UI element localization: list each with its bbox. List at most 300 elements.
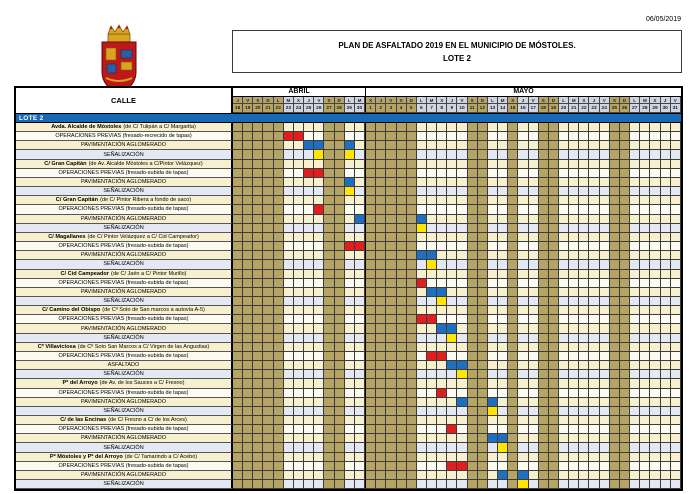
gantt-cell xyxy=(397,132,407,141)
activity-row xyxy=(16,443,681,452)
gantt-cell xyxy=(549,160,559,169)
gantt-cell xyxy=(579,288,589,297)
gantt-cell xyxy=(600,407,610,416)
gantt-cell xyxy=(417,178,427,187)
activity-row xyxy=(16,324,681,333)
gantt-cell xyxy=(447,480,457,489)
gantt-cell xyxy=(589,196,599,205)
weekday-cell: S xyxy=(324,97,334,105)
activity-label-cell: SEÑALIZACIÓN xyxy=(16,407,233,416)
gantt-cell xyxy=(284,288,294,297)
weekday-cell: V xyxy=(529,97,539,105)
gantt-cell xyxy=(324,315,334,324)
gantt-cell xyxy=(569,306,579,315)
gantt-cell xyxy=(243,443,253,452)
gantt-cell xyxy=(671,270,681,279)
gantt-cell xyxy=(518,270,528,279)
gantt-cell xyxy=(610,260,620,269)
gantt-cell xyxy=(376,334,386,343)
gantt-cell xyxy=(243,205,253,214)
gantt-cell xyxy=(620,462,630,471)
gantt-cell xyxy=(233,242,243,251)
gantt-row-cells xyxy=(233,324,681,333)
gantt-cell xyxy=(294,251,304,260)
gantt-bar-cell xyxy=(314,205,324,214)
day-number-cell: 20 xyxy=(559,104,569,113)
gantt-cell xyxy=(559,480,569,489)
gantt-cell xyxy=(407,471,417,480)
gantt-cell xyxy=(478,462,488,471)
gantt-cell xyxy=(345,260,355,269)
gantt-cell xyxy=(314,215,324,224)
gantt-cell xyxy=(518,306,528,315)
gantt-cell xyxy=(314,480,324,489)
gantt-cell xyxy=(559,379,569,388)
gantt-cell xyxy=(365,425,376,434)
gantt-cell xyxy=(447,306,457,315)
activity-row xyxy=(16,480,681,489)
activity-row xyxy=(16,215,681,224)
gantt-cell xyxy=(447,453,457,462)
gantt-cell xyxy=(294,270,304,279)
gantt-cell xyxy=(376,205,386,214)
gantt-cell xyxy=(324,361,334,370)
gantt-cell xyxy=(335,297,345,306)
gantt-cell xyxy=(355,251,365,260)
gantt-cell xyxy=(630,471,640,480)
gantt-cell xyxy=(539,306,549,315)
gantt-cell xyxy=(304,178,314,187)
gantt-cell xyxy=(417,379,427,388)
gantt-cell xyxy=(233,132,243,141)
gantt-cell xyxy=(508,196,518,205)
gantt-cell xyxy=(600,434,610,443)
gantt-cell xyxy=(498,416,508,425)
gantt-cell xyxy=(600,196,610,205)
gantt-cell xyxy=(263,434,273,443)
gantt-cell xyxy=(488,443,498,452)
gantt-cell xyxy=(529,205,539,214)
gantt-cell xyxy=(427,160,437,169)
gantt-cell xyxy=(589,361,599,370)
gantt-cell xyxy=(569,270,579,279)
gantt-cell xyxy=(650,150,660,159)
gantt-cell xyxy=(386,398,396,407)
gantt-cell xyxy=(243,123,253,132)
gantt-cell xyxy=(335,123,345,132)
gantt-cell xyxy=(529,169,539,178)
gantt-cell xyxy=(365,361,376,370)
street-name-cell xyxy=(16,233,233,242)
gantt-cell xyxy=(263,196,273,205)
gantt-cell xyxy=(355,315,365,324)
gantt-cell xyxy=(324,150,334,159)
street-name: C/ Magallanes xyxy=(48,233,86,240)
gantt-cell xyxy=(417,370,427,379)
gantt-cell xyxy=(468,233,478,242)
gantt-cell xyxy=(386,306,396,315)
gantt-row-cells xyxy=(233,251,681,260)
gantt-cell xyxy=(304,205,314,214)
gantt-row-cells xyxy=(233,260,681,269)
gantt-cell xyxy=(407,251,417,260)
gantt-cell xyxy=(559,352,569,361)
gantt-cell xyxy=(263,132,273,141)
gantt-cell xyxy=(559,160,569,169)
gantt-cell xyxy=(376,352,386,361)
day-number-cell: 26 xyxy=(314,104,324,113)
gantt-cell xyxy=(314,297,324,306)
gantt-row-cells xyxy=(233,379,681,388)
gantt-cell xyxy=(437,453,447,462)
gantt-cell xyxy=(447,141,457,150)
gantt-cell xyxy=(549,389,559,398)
gantt-cell xyxy=(274,233,284,242)
gantt-cell xyxy=(579,471,589,480)
gantt-cell xyxy=(518,169,528,178)
gantt-cell xyxy=(243,398,253,407)
gantt-cell xyxy=(457,407,467,416)
gantt-cell xyxy=(407,398,417,407)
gantt-cell xyxy=(243,389,253,398)
gantt-cell xyxy=(549,132,559,141)
gantt-cell xyxy=(478,178,488,187)
gantt-cell xyxy=(508,260,518,269)
gantt-cell xyxy=(508,379,518,388)
street-name: C/ Gran Capitán xyxy=(44,160,87,167)
gantt-cell xyxy=(314,306,324,315)
gantt-cell xyxy=(345,462,355,471)
gantt-row-cells xyxy=(233,453,681,462)
gantt-cell xyxy=(650,169,660,178)
gantt-cell xyxy=(610,132,620,141)
gantt-cell xyxy=(610,416,620,425)
gantt-cell xyxy=(355,462,365,471)
gantt-cell xyxy=(355,306,365,315)
gantt-cell xyxy=(610,315,620,324)
day-number-cell: 24 xyxy=(294,104,304,113)
gantt-cell xyxy=(397,324,407,333)
gantt-cell xyxy=(620,279,630,288)
gantt-cell xyxy=(457,297,467,306)
gantt-cell xyxy=(488,233,498,242)
gantt-cell xyxy=(243,160,253,169)
gantt-cell xyxy=(365,205,376,214)
gantt-cell xyxy=(263,270,273,279)
gantt-cell xyxy=(447,205,457,214)
gantt-cell xyxy=(569,462,579,471)
gantt-cell xyxy=(579,242,589,251)
activity-label-cell: OPERACIONES PREVIAS (fresado-subida de tapas) xyxy=(16,425,233,434)
gantt-bar-cell xyxy=(437,288,447,297)
gantt-cell xyxy=(620,334,630,343)
weekday-cell: D xyxy=(478,97,488,105)
gantt-cell xyxy=(253,242,263,251)
gantt-cell xyxy=(284,425,294,434)
gantt-cell xyxy=(335,480,345,489)
gantt-cell xyxy=(294,471,304,480)
gantt-cell xyxy=(569,352,579,361)
gantt-cell xyxy=(345,215,355,224)
gantt-cell xyxy=(671,379,681,388)
gantt-cell xyxy=(569,233,579,242)
gantt-cell xyxy=(468,361,478,370)
gantt-cell xyxy=(650,270,660,279)
gantt-cell xyxy=(376,462,386,471)
gantt-cell xyxy=(518,224,528,233)
gantt-row-cells xyxy=(233,315,681,324)
gantt-cell xyxy=(253,196,263,205)
gantt-cell xyxy=(274,196,284,205)
gantt-cell xyxy=(253,297,263,306)
gantt-cell xyxy=(589,178,599,187)
gantt-cell xyxy=(498,169,508,178)
gantt-cell xyxy=(427,224,437,233)
gantt-cell xyxy=(263,315,273,324)
gantt-cell xyxy=(345,398,355,407)
gantt-cell xyxy=(508,343,518,352)
gantt-cell xyxy=(539,334,549,343)
gantt-cell xyxy=(610,343,620,352)
gantt-cell xyxy=(650,132,660,141)
gantt-cell xyxy=(650,407,660,416)
gantt-cell xyxy=(314,425,324,434)
gantt-cell xyxy=(263,370,273,379)
gantt-cell xyxy=(457,425,467,434)
gantt-cell xyxy=(650,416,660,425)
gantt-cell xyxy=(600,343,610,352)
gantt-cell xyxy=(243,352,253,361)
gantt-cell xyxy=(640,270,650,279)
gantt-bar-cell xyxy=(417,251,427,260)
gantt-cell xyxy=(549,297,559,306)
gantt-cell xyxy=(397,462,407,471)
gantt-cell xyxy=(478,453,488,462)
gantt-bar-cell xyxy=(345,187,355,196)
gantt-cell xyxy=(376,324,386,333)
gantt-cell xyxy=(640,425,650,434)
gantt-cell xyxy=(253,270,263,279)
gantt-cell xyxy=(335,361,345,370)
street-detail: (de C/ Jaén a C/ Pintor Murillo) xyxy=(111,270,187,277)
gantt-cell xyxy=(417,324,427,333)
gantt-cell xyxy=(559,215,569,224)
gantt-cell xyxy=(304,352,314,361)
gantt-cell xyxy=(417,150,427,159)
gantt-cell xyxy=(304,334,314,343)
gantt-cell xyxy=(518,297,528,306)
gantt-cell xyxy=(539,233,549,242)
gantt-cell xyxy=(539,260,549,269)
gantt-cell xyxy=(640,242,650,251)
day-number-cell: 19 xyxy=(549,104,559,113)
gantt-cell xyxy=(294,416,304,425)
gantt-row-cells xyxy=(233,297,681,306)
gantt-cell xyxy=(498,315,508,324)
gantt-cell xyxy=(518,315,528,324)
gantt-cell xyxy=(457,196,467,205)
gantt-cell xyxy=(294,379,304,388)
gantt-cell xyxy=(314,224,324,233)
gantt-cell xyxy=(539,132,549,141)
gantt-cell xyxy=(447,389,457,398)
gantt-cell xyxy=(589,160,599,169)
gantt-cell xyxy=(365,233,376,242)
gantt-cell xyxy=(640,434,650,443)
gantt-cell xyxy=(457,224,467,233)
gantt-cell xyxy=(417,233,427,242)
gantt-cell xyxy=(498,379,508,388)
gantt-cell xyxy=(589,215,599,224)
gantt-cell xyxy=(671,434,681,443)
gantt-cell xyxy=(671,480,681,489)
street-name-cell xyxy=(16,416,233,425)
gantt-cell xyxy=(468,343,478,352)
gantt-cell xyxy=(304,224,314,233)
gantt-cell xyxy=(518,398,528,407)
gantt-cell xyxy=(294,434,304,443)
street-row xyxy=(16,416,681,425)
gantt-cell xyxy=(365,150,376,159)
gantt-cell xyxy=(640,462,650,471)
gantt-row-cells xyxy=(233,224,681,233)
gantt-cell xyxy=(610,297,620,306)
gantt-cell xyxy=(549,178,559,187)
gantt-cell xyxy=(539,416,549,425)
day-number-cell: 14 xyxy=(498,104,508,113)
gantt-cell xyxy=(589,242,599,251)
gantt-cell xyxy=(386,215,396,224)
gantt-cell xyxy=(376,233,386,242)
gantt-cell xyxy=(529,425,539,434)
gantt-cell xyxy=(569,242,579,251)
gantt-cell xyxy=(508,288,518,297)
gantt-cell xyxy=(569,443,579,452)
gantt-cell xyxy=(650,352,660,361)
gantt-cell xyxy=(407,370,417,379)
gantt-cell xyxy=(324,242,334,251)
gantt-cell xyxy=(508,270,518,279)
gantt-cell xyxy=(457,471,467,480)
gantt-cell xyxy=(600,233,610,242)
gantt-cell xyxy=(447,379,457,388)
activity-row xyxy=(16,370,681,379)
activity-label-cell: SEÑALIZACIÓN xyxy=(16,187,233,196)
gantt-cell xyxy=(253,352,263,361)
gantt-cell xyxy=(630,123,640,132)
gantt-cell xyxy=(274,453,284,462)
gantt-cell xyxy=(600,279,610,288)
gantt-cell xyxy=(569,379,579,388)
gantt-cell xyxy=(529,434,539,443)
gantt-cell xyxy=(457,270,467,279)
gantt-cell xyxy=(304,288,314,297)
gantt-cell xyxy=(569,407,579,416)
gantt-cell xyxy=(661,160,671,169)
gantt-cell xyxy=(620,407,630,416)
gantt-cell xyxy=(427,196,437,205)
gantt-cell xyxy=(253,471,263,480)
gantt-cell xyxy=(661,270,671,279)
gantt-cell xyxy=(304,315,314,324)
gantt-cell xyxy=(427,297,437,306)
gantt-cell xyxy=(314,132,324,141)
gantt-cell xyxy=(314,270,324,279)
gantt-cell xyxy=(671,416,681,425)
gantt-cell xyxy=(345,443,355,452)
gantt-cell xyxy=(508,361,518,370)
weekday-cell: L xyxy=(630,97,640,105)
weekday-cell: V xyxy=(386,97,396,105)
gantt-cell xyxy=(447,150,457,159)
gantt-cell xyxy=(569,288,579,297)
gantt-cell xyxy=(324,471,334,480)
gantt-cell xyxy=(498,425,508,434)
gantt-cell xyxy=(539,352,549,361)
gantt-cell xyxy=(294,443,304,452)
gantt-cell xyxy=(539,389,549,398)
gantt-cell xyxy=(365,260,376,269)
gantt-cell xyxy=(447,434,457,443)
gantt-cell xyxy=(407,315,417,324)
activity-label-cell: SEÑALIZACIÓN xyxy=(16,260,233,269)
gantt-cell xyxy=(610,361,620,370)
gantt-cell xyxy=(263,187,273,196)
gantt-row-cells xyxy=(233,132,681,141)
gantt-bar-cell xyxy=(457,370,467,379)
gantt-row-cells xyxy=(233,389,681,398)
gantt-cell xyxy=(233,215,243,224)
gantt-cell xyxy=(365,453,376,462)
gantt-cell xyxy=(600,132,610,141)
gantt-bar-cell xyxy=(447,334,457,343)
gantt-cell xyxy=(304,398,314,407)
gantt-cell xyxy=(620,288,630,297)
gantt-cell xyxy=(610,187,620,196)
gantt-cell xyxy=(365,480,376,489)
gantt-cell xyxy=(630,233,640,242)
day-number-cell: 8 xyxy=(437,104,447,113)
gantt-cell xyxy=(376,279,386,288)
activity-row xyxy=(16,150,681,159)
gantt-cell xyxy=(397,196,407,205)
gantt-cell xyxy=(263,361,273,370)
gantt-cell xyxy=(468,462,478,471)
gantt-cell xyxy=(630,215,640,224)
gantt-cell xyxy=(324,196,334,205)
gantt-cell xyxy=(253,361,263,370)
gantt-cell xyxy=(600,205,610,214)
gantt-cell xyxy=(468,169,478,178)
gantt-cell xyxy=(498,480,508,489)
gantt-cell xyxy=(376,224,386,233)
gantt-cell xyxy=(650,260,660,269)
gantt-cell xyxy=(478,352,488,361)
gantt-cell xyxy=(233,260,243,269)
gantt-cell xyxy=(407,160,417,169)
gantt-cell xyxy=(274,389,284,398)
gantt-cell xyxy=(386,453,396,462)
street-name: Pº Móstoles y Pº del Arroyo xyxy=(49,453,123,460)
gantt-cell xyxy=(559,324,569,333)
gantt-cell xyxy=(304,407,314,416)
gantt-cell xyxy=(529,187,539,196)
gantt-cell xyxy=(314,288,324,297)
gantt-cell xyxy=(600,215,610,224)
gantt-cell xyxy=(650,233,660,242)
gantt-cell xyxy=(304,270,314,279)
gantt-cell xyxy=(294,453,304,462)
